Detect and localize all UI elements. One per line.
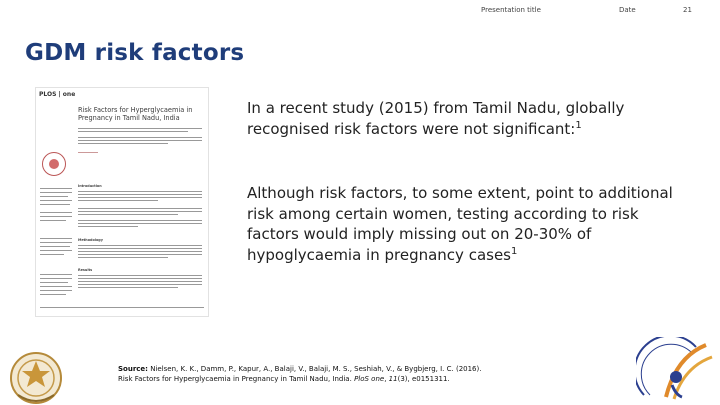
para1-reference: 1 — [575, 119, 582, 131]
thumb-section-results: Results — [78, 268, 93, 272]
thumb-section-methodology: Methodology — [78, 238, 103, 242]
source-issue-pages: (3), e0151311. — [397, 375, 450, 383]
paper-title: Risk Factors for Hyperglycaemia in Pregnancy in Tamil Nadu, India — [78, 106, 193, 122]
header-date: Date — [619, 6, 636, 14]
para2-text: Although risk factors, to some extent, point to additional risk among certain women, testing according to risk factors would imply missing out on 20-30% of hypoglycaemia in pregnancy cases — [247, 184, 673, 264]
thumb-section-introduction: Introduction — [78, 184, 102, 188]
source-authors: Nielsen, K. K., Damm, P., Kapur, A., Balaji, V., Balaji, M. S., Seshiah, V., & Bygbjerg, I. C. (2016). — [150, 365, 482, 373]
slide-title: GDM risk factors — [25, 40, 245, 66]
government-emblem-icon — [8, 345, 64, 405]
source-title: Risk Factors for Hyperglycaemia in Pregnancy in Tamil Nadu, India. — [118, 375, 352, 383]
source-label: Source: — [118, 365, 148, 373]
para2-reference: 1 — [511, 245, 518, 257]
journal-logo: PLOS | one — [39, 91, 76, 98]
organisation-logo-icon — [636, 337, 716, 405]
header-page-number: 21 — [683, 6, 692, 14]
body-paragraph-1 — [247, 98, 677, 139]
header-presentation-title: Presentation title — [481, 6, 541, 14]
source-citation: Source: Nielsen, K. K., Damm, P., Kapur, A., Balaji, V., Balaji, M. S., Seshiah, V., & Bygbjerg, I. C. (2016). Risk Factors for Hyperglycaemia in Pregnancy in Tamil Nadu, India. PloS one, 11(3), e0151311. — [118, 365, 482, 383]
paper-thumbnail — [35, 87, 209, 317]
open-access-badge-icon — [42, 152, 66, 176]
source-journal: PloS one — [354, 375, 385, 383]
para1-text: In a recent study (2015) from Tamil Nadu, globally recognised risk factors were not significant: — [247, 99, 625, 138]
source-volume: 11 — [388, 375, 398, 383]
body-paragraph-2 — [247, 183, 677, 265]
